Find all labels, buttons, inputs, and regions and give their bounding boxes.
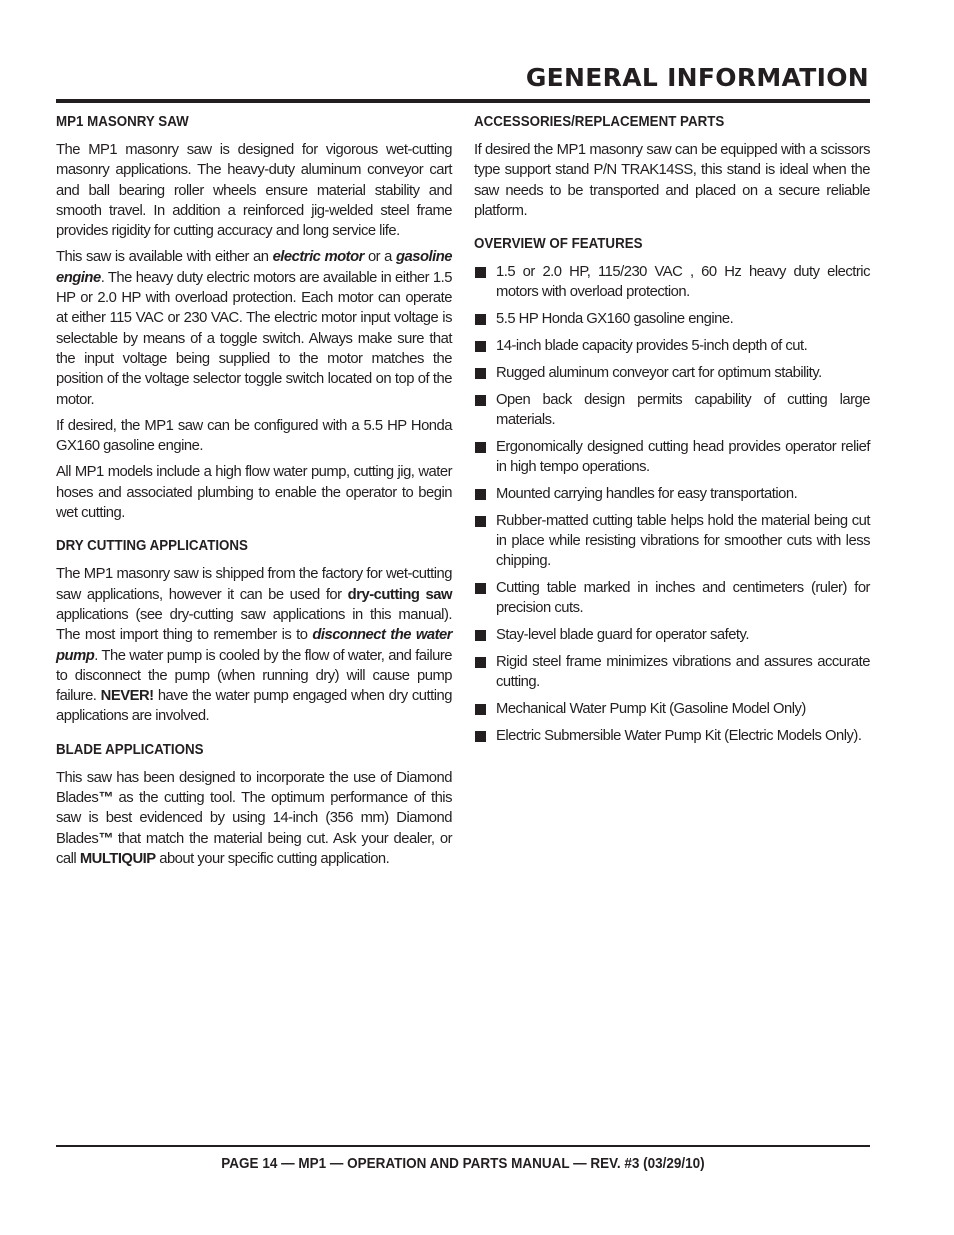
paragraph-included-items: All MP1 models include a high flow water pump, cutting jig, water hoses and associated plumbing to enable the operator to begin wet cutting.	[56, 464, 452, 522]
square-bullet-icon	[475, 583, 486, 594]
section-heading-masonry-saw: MP1 MASONRY SAW	[56, 114, 189, 130]
list-item: Electric Submersible Water Pump Kit (Electric Models Only).	[474, 726, 870, 746]
square-bullet-icon	[475, 704, 486, 715]
list-item: Open back design permits capability of cutting large materials.	[474, 390, 870, 431]
list-item: Mechanical Water Pump Kit (Gasoline Model Only)	[474, 699, 870, 719]
list-item: Rubber-matted cutting table helps hold the material being cut in place while resisting vibrations for smoother cuts with less chipping.	[474, 511, 870, 572]
square-bullet-icon	[475, 516, 486, 527]
paragraph-gasoline-config: If desired, the MP1 saw can be configured with a 5.5 HP Honda GX160 gasoline engine.	[56, 417, 452, 455]
square-bullet-icon	[475, 630, 486, 641]
paragraph-blade-applications: This saw has been designed to incorporate the use of Diamond Blades™ as the cutting tool. The optimum performance of this saw is best evidenced by using 14-inch (356 mm) Diamond Blades™ that match the material being cut. Ask your dealer, or call MULTIQUIP about your specific cutting application.	[56, 769, 452, 867]
paragraph-motor-options: This saw is available with either an electric motor or a gasoline engine. The heavy duty electric motors are available in either 1.5 HP or 2.0 HP with overload protection. Each motor can operate at either 115 VAC or 230 VAC. The electric motor input voltage is selectable by means of a toggle switch. Always make sure that the input voltage being supplied to the motor matches the position of the voltage selector toggle switch located on top of the motor.	[56, 249, 452, 408]
footer-rule	[56, 1145, 870, 1147]
square-bullet-icon	[475, 341, 486, 352]
list-item: Rigid steel frame minimizes vibrations and assures accurate cutting.	[474, 652, 870, 693]
feature-list	[474, 262, 870, 746]
square-bullet-icon	[475, 489, 486, 500]
square-bullet-icon	[475, 442, 486, 453]
paragraph-accessories: If desired the MP1 masonry saw can be equipped with a scissors type support stand P/N TRAK14SS, this stand is ideal when the saw needs to be transported and placed on a secure reliable platform.	[474, 142, 870, 219]
section-heading-blade-applications: BLADE APPLICATIONS	[56, 741, 204, 758]
square-bullet-icon	[475, 395, 486, 406]
square-bullet-icon	[475, 267, 486, 278]
square-bullet-icon	[475, 657, 486, 668]
section-heading-features: OVERVIEW OF FEATURES	[474, 236, 643, 253]
list-item: Ergonomically designed cutting head provides operator relief in high tempo operations.	[474, 437, 870, 478]
page-title: GENERAL INFORMATION	[525, 63, 869, 92]
paragraph-intro: The MP1 masonry saw is designed for vigorous wet-cutting masonry applications. The heavy-duty aluminum conveyor cart and ball bearing roller wheels ensure material stability and smooth travel. In addition a reinforced jig-welded steel frame provides rigidity for cutting accuracy and long service life.	[56, 142, 452, 240]
square-bullet-icon	[475, 731, 486, 742]
list-item: 5.5 HP Honda GX160 gasoline engine.	[474, 309, 870, 329]
square-bullet-icon	[475, 314, 486, 325]
right-column	[474, 113, 870, 753]
section-heading-dry-cutting: DRY CUTTING APPLICATIONS	[56, 538, 248, 555]
header-rule	[56, 99, 870, 103]
list-item: 1.5 or 2.0 HP, 115/230 VAC , 60 Hz heavy duty electric motors with overload protection.	[474, 262, 870, 303]
list-item: Mounted carrying handles for easy transportation.	[474, 484, 870, 504]
section-heading-accessories: ACCESSORIES/REPLACEMENT PARTS	[474, 114, 725, 130]
list-item: Cutting table marked in inches and centimeters (ruler) for precision cuts.	[474, 578, 870, 619]
list-item: Rugged aluminum conveyor cart for optimum stability.	[474, 363, 870, 383]
left-column	[56, 113, 452, 875]
paragraph-dry-cutting: The MP1 masonry saw is shipped from the factory for wet-cutting saw applications, however it can be used for dry-cutting saw applications (see dry-cutting saw applications in this manual). The most import thing to remember is to disconnect the water pump. The water pump is cooled by the flow of water, and failure to disconnect the pump (when running dry) will cause pump failure. NEVER! have the water pump engaged when dry cutting applications are involved.	[56, 566, 452, 725]
list-item: Stay-level blade guard for operator safety.	[474, 625, 870, 645]
square-bullet-icon	[475, 368, 486, 379]
list-item: 14-inch blade capacity provides 5-inch depth of cut.	[474, 336, 870, 356]
page-footer: PAGE 14 — MP1 — OPERATION AND PARTS MANUAL — REV. #3 (03/29/10)	[221, 1155, 705, 1172]
